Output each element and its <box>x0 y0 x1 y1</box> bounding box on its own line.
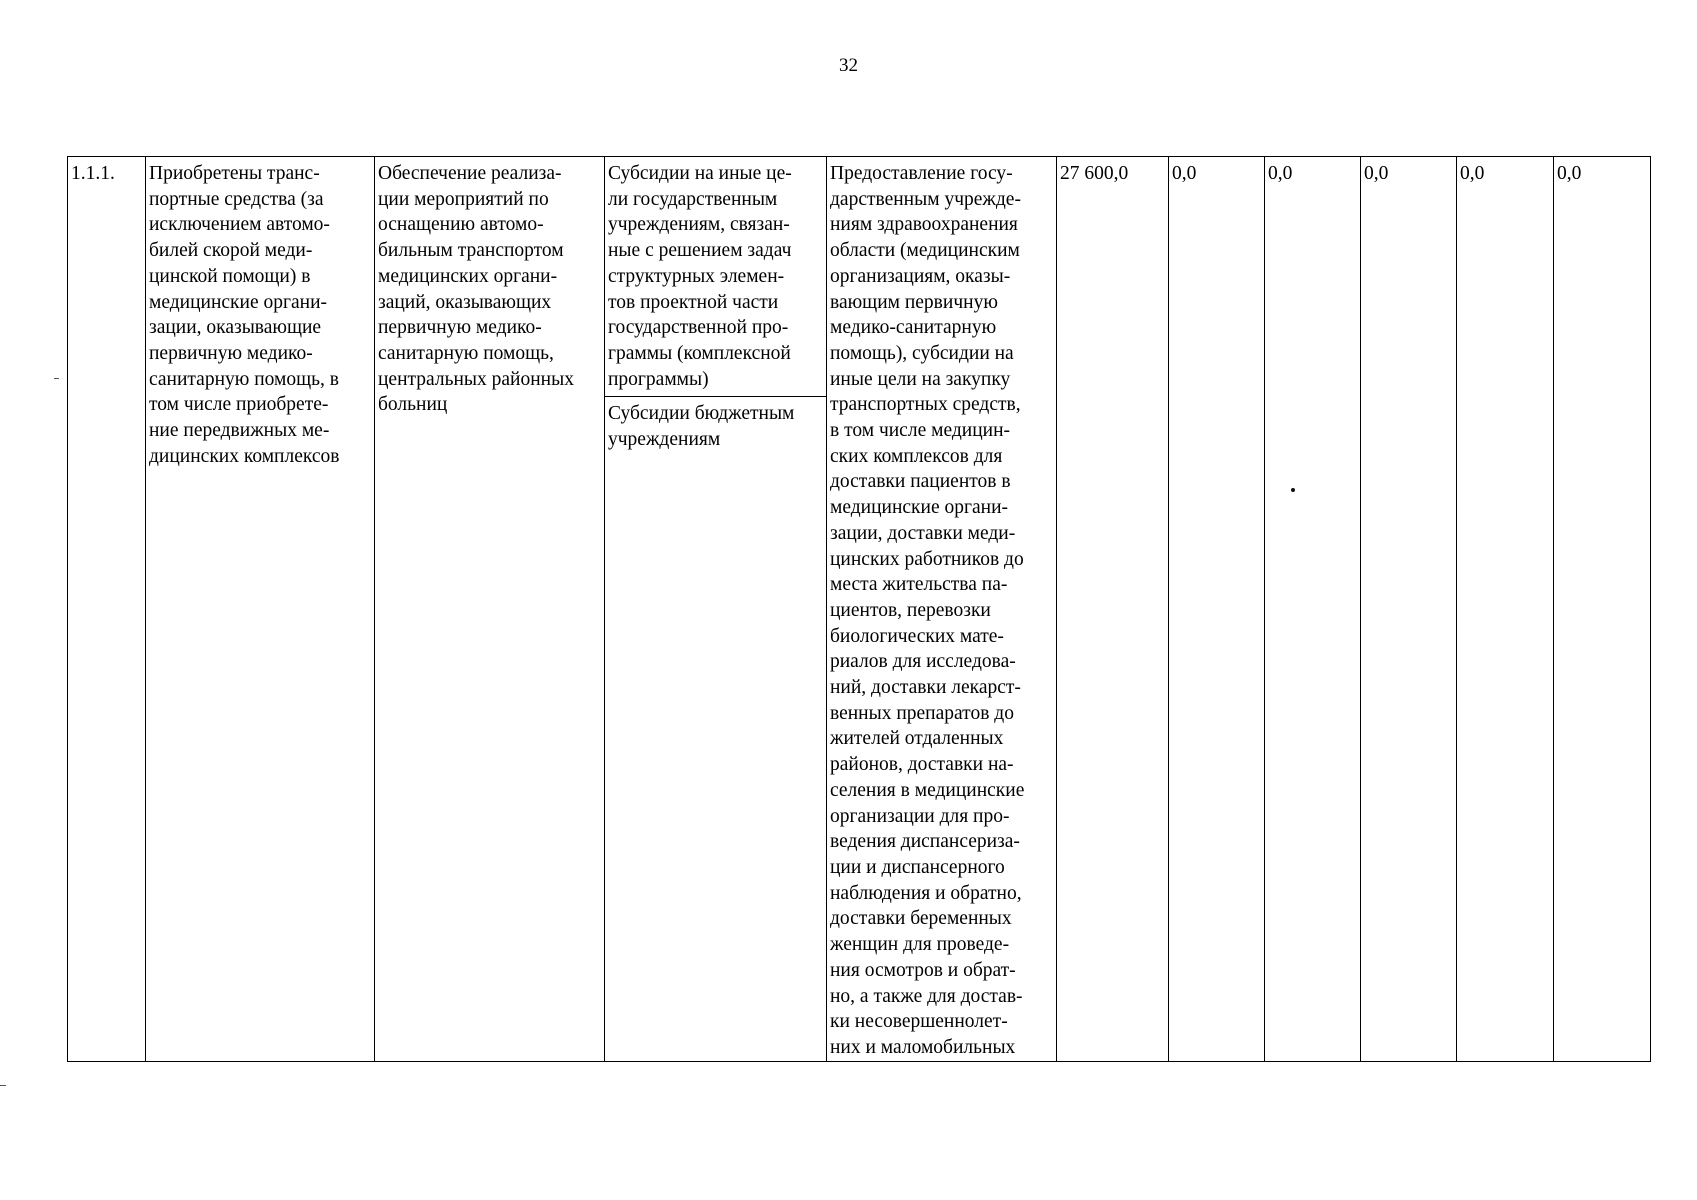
expense-type-cell <box>605 157 827 1062</box>
scan-dot <box>1291 488 1295 492</box>
scan-mark-edge <box>0 1085 6 1086</box>
description-cell: Предоставление госу- дарственным учрежде- ниям здравоохранения области (медицинским организациям, оказы- вающим первичную медико-санитарную помощь), субсидии на иные цели на закупку транспортных средств, в том числе медицин- ских комплексов для доставки пациентов в медицинские органи- зации, доставки меди- цинских работников до места жительства па- циентов, перевозки биологических мате- риалов для исследова- ний, доставки лекарст- венных препаратов до жителей отдаленных районов, доставки на- селения в медицинские организации для про- ведения диспансериза- ции и диспансерного наблюдения и обратно, доставки беременных женщин для проведе- ния осмотров и обрат- но, а также для достав- ки несовершеннолет- них и маломобильных <box>827 157 1057 1062</box>
result-cell: Приобретены транс- портные средства (за исключением автомо- билей скорой меди- цинской помощи) в медицинские органи- зации, оказывающие первичную медико- санитарную помощь, в том числе приобрете- ние передвижных ме- дицинских комплексов <box>146 157 375 1062</box>
expense-type-2: Субсидии бюджетным учреждениям <box>605 396 826 456</box>
amount-year-5: 0,0 <box>1554 157 1651 1062</box>
row-code: 1.1.1. <box>68 157 146 1062</box>
table-row <box>68 157 1651 1062</box>
amount-year-4: 0,0 <box>1457 157 1554 1062</box>
scan-mark-left <box>54 378 59 379</box>
measure-cell: Обеспечение реализа- ции мероприятий по оснащению автомо- бильным транспортом медицинских органи- заций, оказывающих первичную медико- санитарную помощь, центральных районных больниц <box>375 157 605 1062</box>
amount-year-1: 0,0 <box>1169 157 1265 1062</box>
amount-year-2: 0,0 <box>1265 157 1361 1062</box>
amount-year-3: 0,0 <box>1361 157 1457 1062</box>
page-number: 32 <box>839 55 858 76</box>
amount-total: 27 600,0 <box>1057 157 1169 1062</box>
program-table <box>67 156 1651 1062</box>
expense-type-1: Субсидии на иные це- ли государственным учреждениям, связан- ные с решением задач структурных элемен- тов проектной части государственной про- граммы (комплексной программы) <box>608 163 792 390</box>
